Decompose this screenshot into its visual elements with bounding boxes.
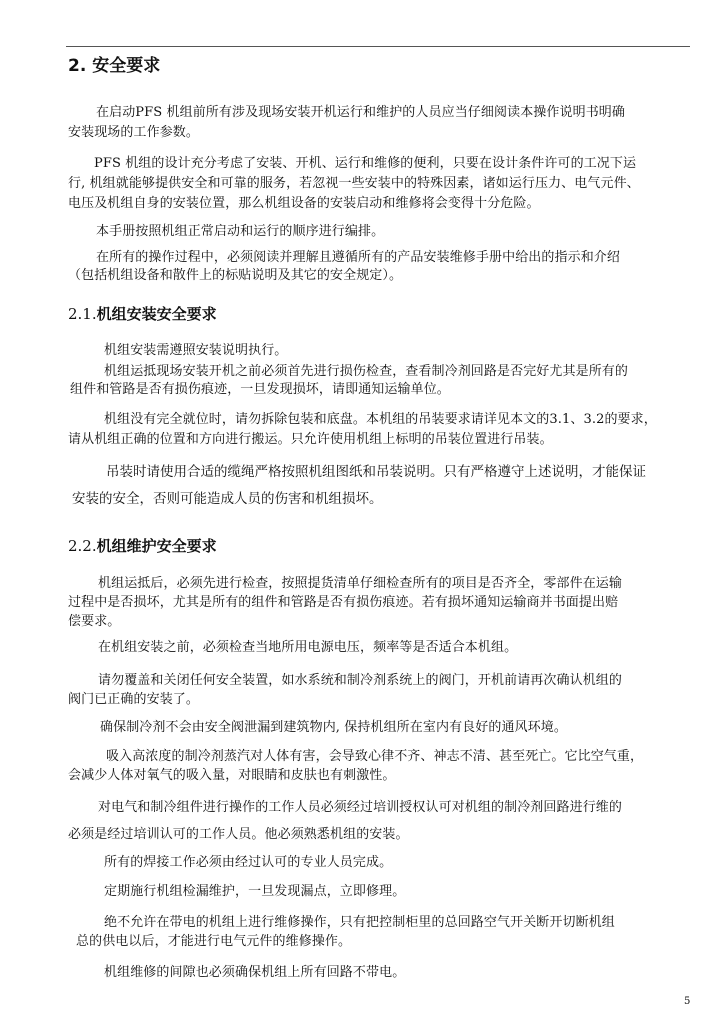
section-2-number: 2. <box>68 56 87 76</box>
s22-p2-line1: 在机组安装之前，必须检查当地所用电源电压，频率等是否适合本机组。 <box>98 640 518 655</box>
section-2-1-number: 2.1. <box>68 305 97 323</box>
s22-p1-line3: 偿要求。 <box>68 614 121 629</box>
s2-p2-line3: 电压及机组自身的安装位置，那么机组设备的安装启动和维修将会变得十分危险。 <box>68 196 540 211</box>
s2-p2-line1: PFS 机组的设计充分考虑了安装、开机、运行和维修的便利，只要在设计条件许可的工况下运 <box>94 156 637 171</box>
section-2-title: 安全要求 <box>92 56 161 76</box>
s2-p4-line1: 在所有的操作过程中，必须阅读并理解且遵循所有的产品安装维修手册中给出的指示和介绍 <box>96 250 621 265</box>
section-2-2-number: 2.2. <box>68 537 97 555</box>
s22-p6-line1: 对电气和制冷组件进行操作的工作人员必须经过培训授权认可对机组的制冷剂回路进行维的 <box>98 800 623 815</box>
s21-p3-line1: 机组没有完全就位时，请勿拆除包装和底盘。本机组的吊装要求请详见本文的3.1、3.2的要求， <box>104 412 657 427</box>
s21-p4-line2: 安装的安全，否则可能造成人员的伤害和机组损坏。 <box>72 491 383 507</box>
section-2-1-heading <box>68 303 217 324</box>
s22-p7-line1: 所有的焊接工作必须由经过认可的专业人员完成。 <box>104 855 393 870</box>
s22-p1-line2: 过程中是否损坏，尤其是所有的组件和管路是否有损伤痕迹。若有损坏通知运输商并书面提出赔 <box>68 595 619 610</box>
section-2-2-title: 机组维护安全要求 <box>96 537 217 555</box>
page-number: 5 <box>684 996 691 1007</box>
s2-p3-line1: 本手册按照机组正常启动和运行的顺序进行编排。 <box>96 224 385 239</box>
header-rule <box>66 46 690 47</box>
s22-p9-line1: 绝不允许在带电的机组上进行维修操作，只有把控制柜里的总回路空气开关断开切断机组 <box>104 915 615 930</box>
s2-p4-line2: （包括机组设备和散件上的标贴说明及其它的安全规定）。 <box>68 268 403 283</box>
section-2-2-heading <box>68 535 217 556</box>
s21-p2-line2: 组件和管路是否有损伤痕迹，一旦发现损坏，请即通知运输单位。 <box>70 382 450 397</box>
s22-p3-line1: 请勿覆盖和关闭任何安全装置，如水系统和制冷剂系统上的阀门，开机前请再次确认机组的 <box>98 673 623 688</box>
s21-p2-line1: 机组运抵现场安装开机之前必须首先进行损伤检查，查看制冷剂回路是否完好尤其是所有的 <box>104 364 629 379</box>
s2-p2-line2: 行, 机组就能够提供安全和可靠的服务，若忽视一些安装中的特殊因素，诸如运行压力、电气元件、 <box>68 176 640 191</box>
s22-p4-line1: 确保制冷剂不会由安全阀泄漏到建筑物内, 保持机组所在室内有良好的通风环境。 <box>100 720 567 735</box>
section-2-1-title: 机组安装安全要求 <box>96 305 217 323</box>
s21-p1-line1: 机组安装需遵照安装说明执行。 <box>104 343 288 358</box>
s22-p6-line2: 必须是经过培训认可的工作人员。他必须熟悉机组的安装。 <box>68 827 409 842</box>
s22-p5-line1: 吸入高浓度的制冷剂蒸汽对人体有害，会导致心律不齐、神志不清、甚至死亡。它比空气重， <box>106 749 644 764</box>
s22-p10-line1: 机组维修的间隙也必须确保机组上所有回路不带电。 <box>104 965 406 980</box>
s22-p8-line1: 定期施行机组检漏维护，一旦发现漏点，立即修理。 <box>104 884 406 899</box>
s2-p1-line1: 在启动PFS 机组前所有涉及现场安装开机运行和维护的人员应当仔细阅读本操作说明书明确 <box>96 105 626 120</box>
s21-p3-line2: 请从机组正确的位置和方向进行搬运。只允许使用机组上标明的吊装位置进行吊装。 <box>68 432 553 447</box>
section-2-heading <box>68 51 160 76</box>
s22-p1-line1: 机组运抵后，必须先进行检查，按照提货清单仔细检查所有的项目是否齐全，零部件在运输 <box>98 576 623 591</box>
s22-p9-line2: 总的供电以后，才能进行电气元件的维修操作。 <box>76 934 352 949</box>
s2-p1-line2: 安装现场的工作参数。 <box>68 125 200 140</box>
s21-p4-line1: 吊装时请使用合适的缆绳严格按照机组图纸和吊装说明。只有严格遵守上述说明，才能保证 <box>106 464 646 480</box>
s22-p3-line2: 阀门已正确的安装了。 <box>68 692 200 707</box>
s22-p5-line2: 会减少人体对氧气的吸入量，对眼睛和皮肤也有刺激性。 <box>68 768 396 783</box>
